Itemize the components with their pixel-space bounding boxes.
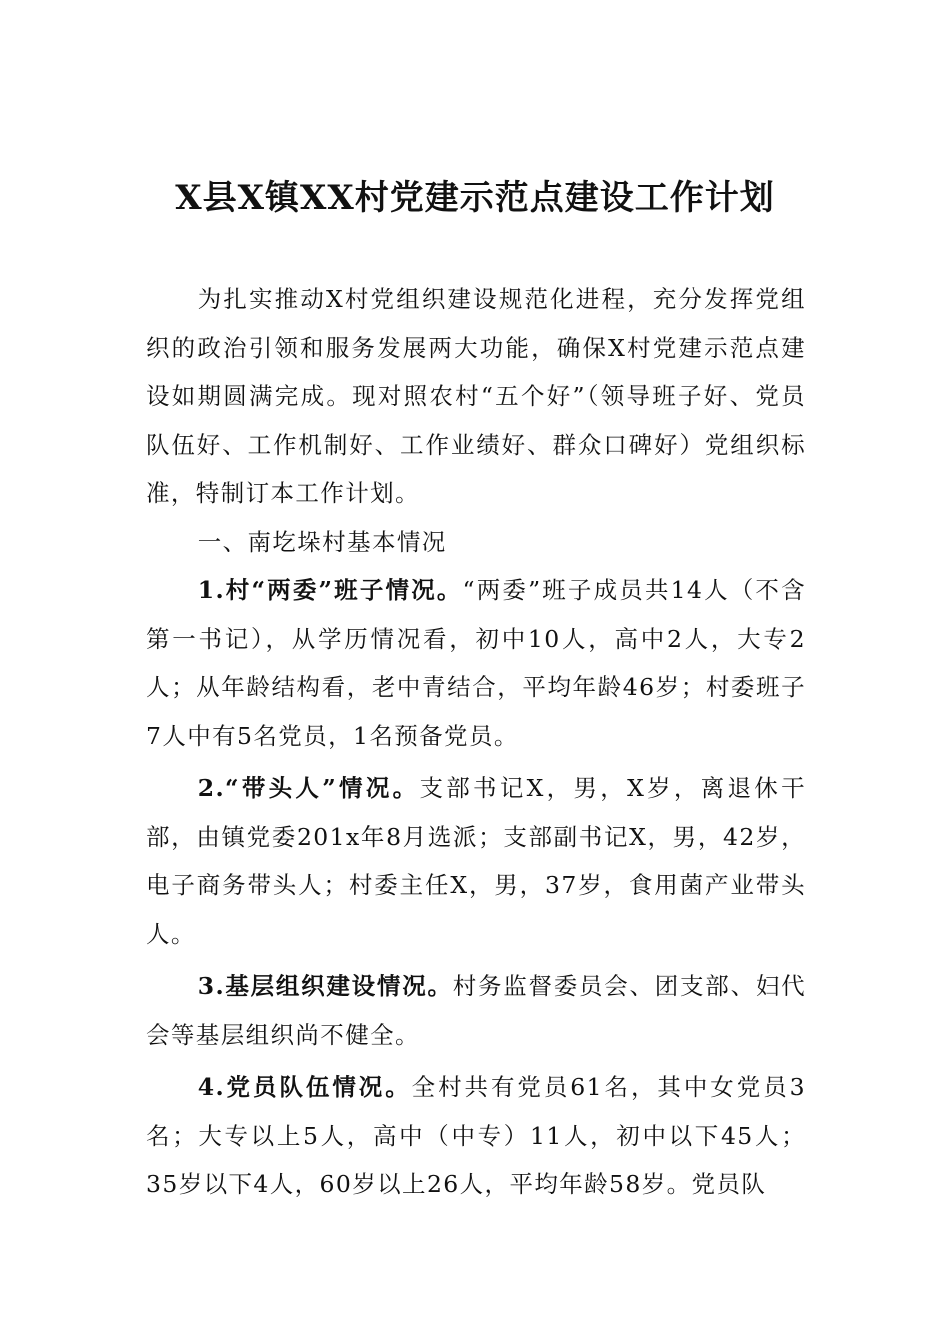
- intro-paragraph: 为扎实推动X村党组织建设规范化进程，充分发挥党组织的政治引领和服务发展两大功能，确保X村党建示范点建设如期圆满完成。现对照农村“五个好”（领导班子好、党员队伍好、工作机制好、工作业绩好、群众口碑好）党组织标准，特制订本工作计划。: [146, 285, 806, 507]
- item-text-2: 支部书记X，男，X岁，离退休干部，由镇党委201x年8月选派；支部副书记X，男，42岁，电子商务带头人；村委主任X，男，37岁，食用菌产业带头人。: [146, 774, 806, 948]
- document-title: X县X镇XX村党建示范点建设工作计划: [175, 178, 775, 218]
- item-text-1: “两委”班子成员共14人（不含第一书记），从学历情况看，初中10人，高中2人，大专2人；从年龄结构看，老中青结合，平均年龄46岁；村委班子7人中有5名党员，1名预备党员。: [146, 576, 806, 750]
- item-lead-3: 3.基层组织建设情况。: [197, 972, 453, 1000]
- item-text-3: 村务监督委员会、团支部、妇代会等基层组织尚不健全。: [146, 972, 806, 1049]
- section-heading: 一、南圪垛村基本情况: [197, 527, 447, 556]
- item-paragraph-2: [146, 764, 806, 958]
- item-lead-4: 4.党员队伍情况。: [197, 1073, 412, 1101]
- item-text-4: 全村共有党员61名，其中女党员3名；大专以上5人，高中（中专）11人，初中以下45人；35岁以下4人，60岁以上26人，平均年龄58岁。党员队: [146, 1073, 806, 1198]
- document-body: [146, 275, 806, 1209]
- item-paragraph-3: [146, 962, 806, 1059]
- item-paragraph-4: [146, 1063, 806, 1209]
- item-lead-1: 1.村“两委”班子情况。: [197, 576, 463, 604]
- item-paragraph-1: [146, 566, 806, 760]
- item-lead-2: 2.“带头人”情况。: [197, 774, 420, 802]
